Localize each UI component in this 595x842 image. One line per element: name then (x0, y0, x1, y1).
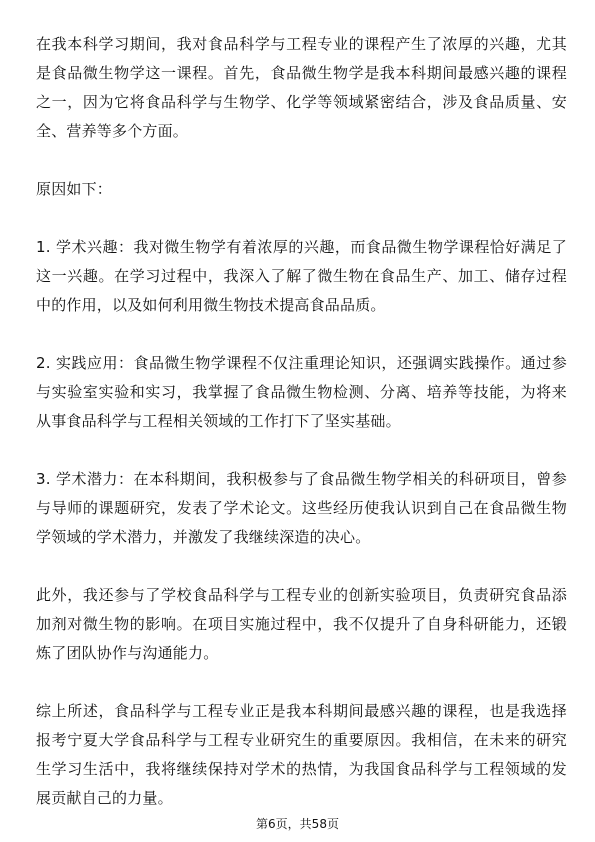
paragraph-gap (36, 204, 567, 233)
document-body (36, 30, 567, 813)
paragraph-gap (36, 668, 567, 697)
paragraph-gap (36, 320, 567, 349)
page-number-footer: 第6页，共58页 (256, 817, 339, 831)
paragraph-conclusion: 综上所述，食品科学与工程专业正是我本科期间最感兴趣的课程，也是我选择报考宁夏大学食品科学与工程专业研究生的重要原因。我相信，在未来的研究生学习生活中，我将继续保持对学术的热情，为我国食品科学与工程领域的发展贡献自己的力量。 (36, 702, 567, 807)
paragraph-reason-1: 1. 学术兴趣：我对微生物学有着浓厚的兴趣，而食品微生物学课程恰好满足了这一兴趣。在学习过程中，我深入了解了微生物在食品生产、加工、储存过程中的作用，以及如何利用微生物技术提高食品品质。 (36, 238, 567, 314)
paragraph-reasons-heading: 原因如下： (36, 180, 113, 198)
paragraph-gap (36, 436, 567, 465)
paragraph-intro: 在我本科学习期间，我对食品科学与工程专业的课程产生了浓厚的兴趣，尤其是食品微生物学这一课程。首先，食品微生物学是我本科期间最感兴趣的课程之一，因为它将食品科学与生物学、化学等领域紧密结合，涉及食品质量、安全、营养等多个方面。 (36, 35, 567, 140)
paragraph-reason-3: 3. 学术潜力：在本科期间，我积极参与了食品微生物学相关的科研项目，曾参与导师的课题研究，发表了学术论文。这些经历使我认识到自己在食品微生物学领域的学术潜力，并激发了我继续深造的决心。 (36, 470, 567, 546)
paragraph-gap (36, 552, 567, 581)
paragraph-reason-2: 2. 实践应用：食品微生物学课程不仅注重理论知识，还强调实践操作。通过参与实验室实验和实习，我掌握了食品微生物检测、分离、培养等技能，为将来从事食品科学与工程相关领域的工作打下了坚实基础。 (36, 354, 567, 430)
paragraph-gap (36, 146, 567, 175)
paragraph-additional: 此外，我还参与了学校食品科学与工程专业的创新实验项目，负责研究食品添加剂对微生物的影响。在项目实施过程中，我不仅提升了自身科研能力，还锻炼了团队协作与沟通能力。 (36, 586, 567, 662)
